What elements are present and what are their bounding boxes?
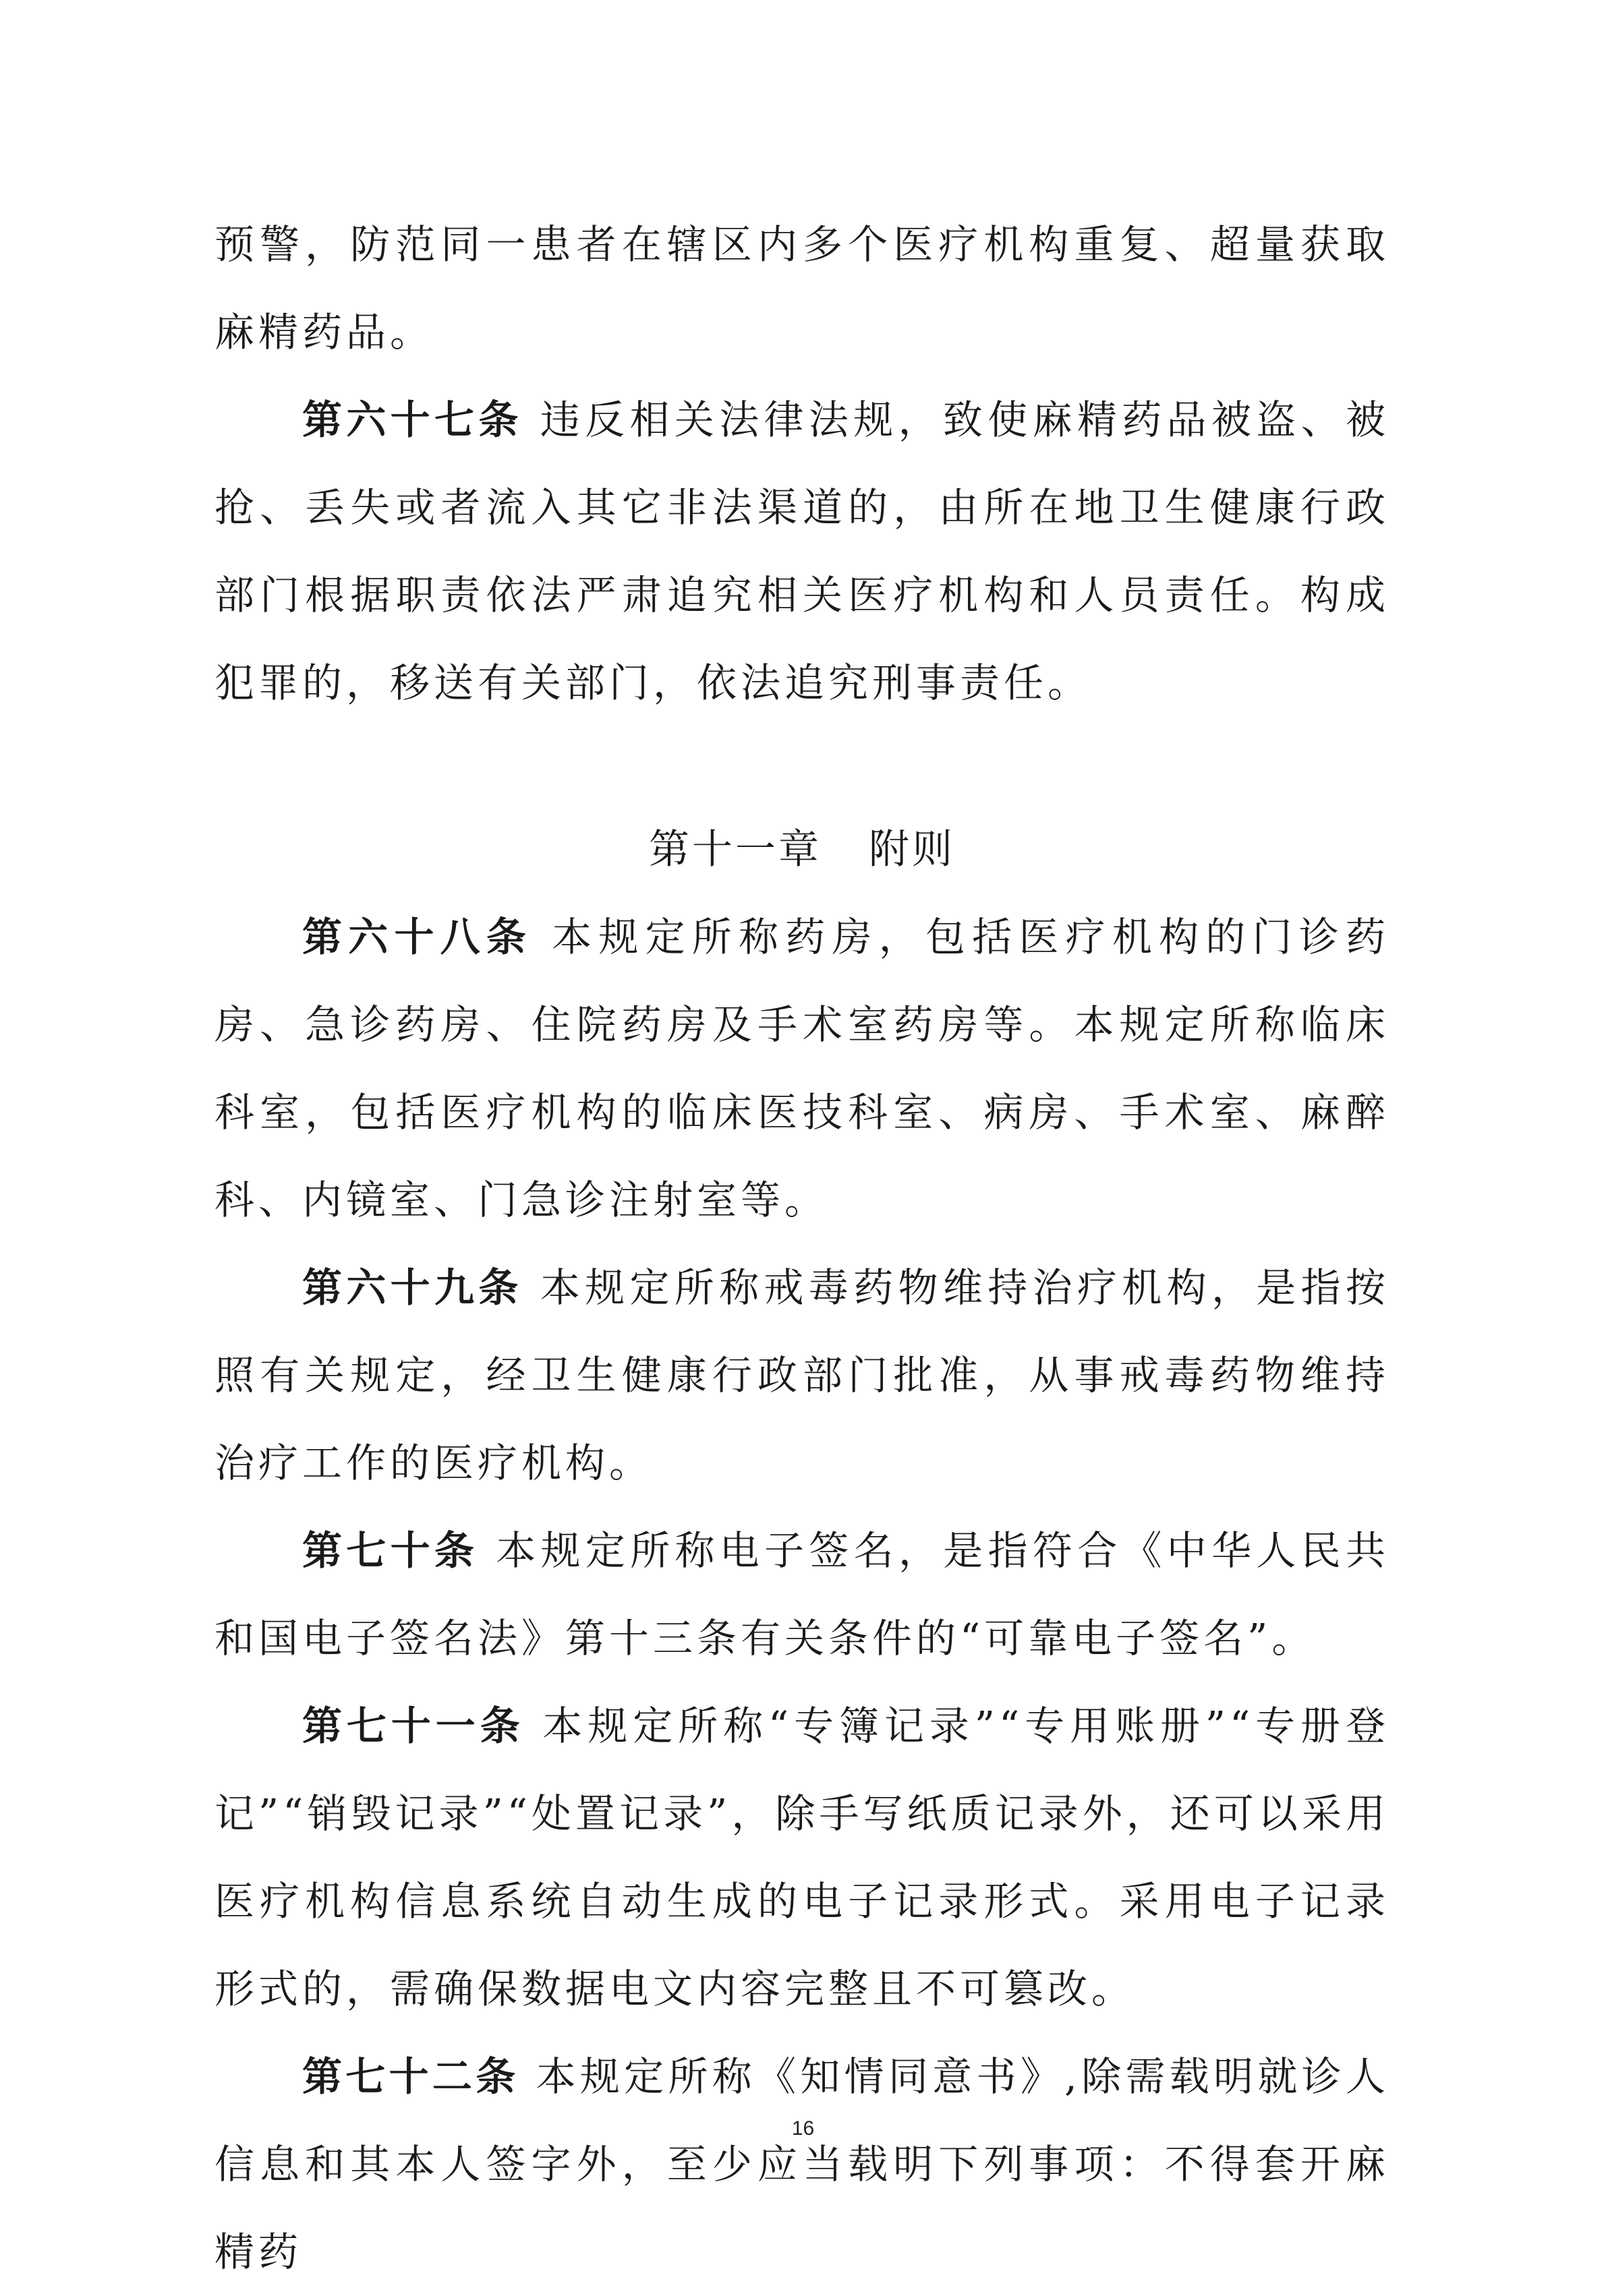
article-text: 本规定所称“专簿记录”“专用账册”“专册登记”“销毁记录”“处置记录”，除手写纸质记录外，还可以采用医疗机构信息系统自动生成的电子记录形式。采用电子记录形式的，需确保数据电文内容完整且不可篡改。	[214, 1703, 1389, 2012]
article-68	[214, 893, 1389, 1244]
paragraph-continued	[214, 201, 1389, 376]
document-body	[214, 201, 1389, 2296]
article-67	[214, 376, 1389, 727]
article-heading: 第六十九条	[302, 1264, 523, 1311]
article-71	[214, 1682, 1389, 2033]
article-heading: 第六十八条	[302, 914, 533, 960]
chapter-title: 附则	[869, 826, 955, 873]
chapter-number: 第十一章	[649, 826, 822, 873]
article-text: 本规定所称药房，包括医疗机构的门诊药房、急诊药房、住院药房及手术室药房等。本规定所称临床科室，包括医疗机构的临床医技科室、病房、手术室、麻醉科、内镜室、门急诊注射室等。	[214, 914, 1389, 1223]
article-text: 本规定所称戒毒药物维持治疗机构，是指按照有关规定，经卫生健康行政部门批准，从事戒毒药物维持治疗工作的医疗机构。	[214, 1264, 1389, 1486]
article-70	[214, 1507, 1389, 1682]
article-text: 违反相关法律法规，致使麻精药品被盗、被抢、丢失或者流入其它非法渠道的，由所在地卫生健康行政部门根据职责依法严肃追究相关医疗机构和人员责任。构成犯罪的，移送有关部门，依法追究刑事责任。	[214, 396, 1389, 706]
article-69	[214, 1244, 1389, 1507]
paragraph-text: 预警，防范同一患者在辖区内多个医疗机构重复、超量获取麻精药品。	[214, 221, 1389, 355]
article-heading: 第七十条	[302, 1527, 479, 1574]
article-text: 本规定所称电子签名，是指符合《中华人民共和国电子签名法》第十三条有关条件的“可靠电子签名”。	[214, 1527, 1389, 1661]
article-heading: 第六十七条	[302, 396, 523, 443]
article-heading: 第七十二条	[302, 2053, 519, 2100]
article-heading: 第七十一条	[302, 1703, 525, 1749]
page-number: 16	[791, 2117, 815, 2140]
chapter-heading	[214, 806, 1389, 893]
article-72	[214, 2033, 1389, 2296]
article-text: 本规定所称《知情同意书》,除需载明就诊人信息和其本人签字外，至少应当载明下列事项：不得套开麻精药	[214, 2053, 1389, 2275]
